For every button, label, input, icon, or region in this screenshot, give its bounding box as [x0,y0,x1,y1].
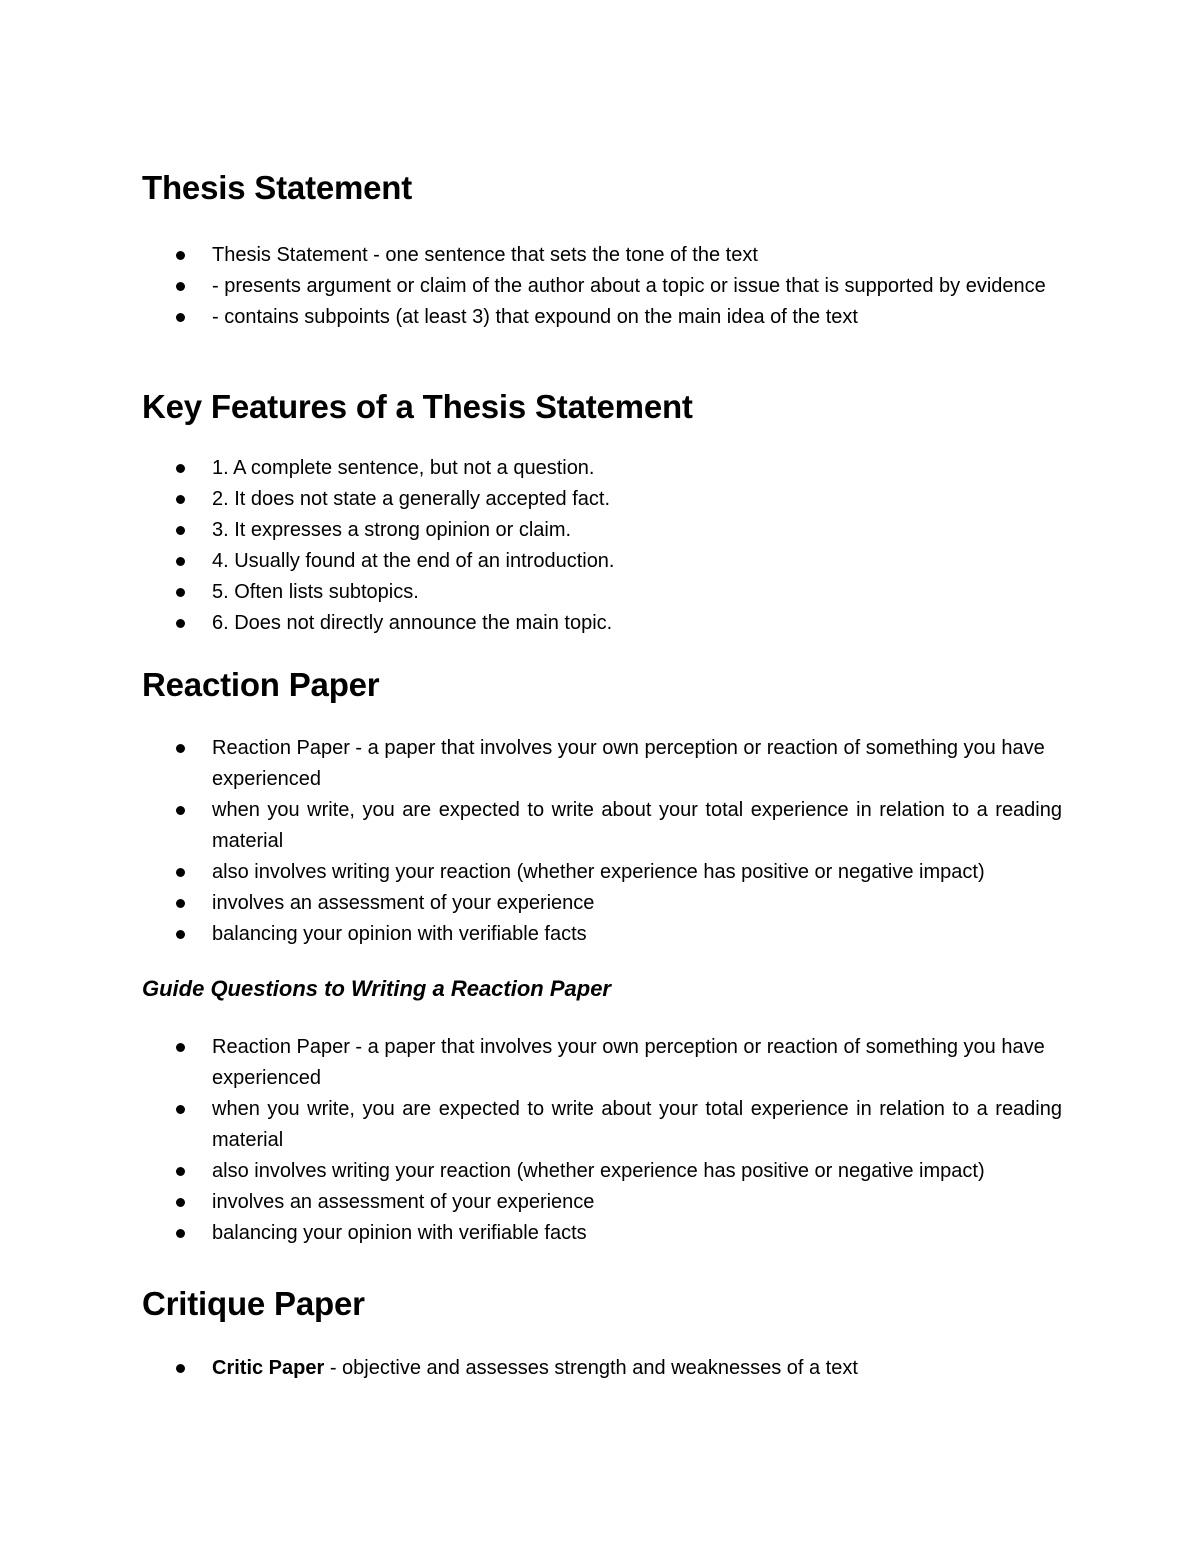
heading-thesis-statement: Thesis Statement [142,169,413,206]
bullet-icon [176,899,185,908]
list-item [0,919,1200,950]
list-item-text: 4. Usually found at the end of an introduction. [212,550,615,572]
heading-guide-questions: Guide Questions to Writing a Reaction Paper [142,976,611,1001]
term-critic-paper: Critic Paper [212,1357,325,1379]
list-item-text: balancing your opinion with verifiable facts [212,923,587,945]
list-item [0,546,1200,577]
bullet-icon [176,744,185,753]
list-item [0,577,1200,608]
bullet-icon [176,1229,185,1238]
bullet-icon [176,1043,185,1052]
list-item-text: 6. Does not directly announce the main topic. [212,612,613,634]
bullet-icon [176,313,185,322]
list-item [0,240,1200,271]
bullet-icon [176,806,185,815]
list-item [0,1032,1200,1094]
list-item-text: involves an assessment of your experience [212,1191,595,1213]
bullet-icon [176,1167,185,1176]
heading-key-features: Key Features of a Thesis Statement [142,388,693,425]
list-critique-paper [0,1353,1200,1384]
list-item-text: Thesis Statement - one sentence that sets the tone of the text [212,244,758,266]
list-item-text: involves an assessment of your experience [212,892,595,914]
list-item [0,888,1200,919]
bullet-icon [176,1198,185,1207]
list-item [0,453,1200,484]
list-item-text: 3. It expresses a strong opinion or claim. [212,519,572,541]
list-item-text: when you write, you are expected to write about your total experience in relation to a reading material [212,799,1062,852]
list-item-text: - contains subpoints (at least 3) that expound on the main idea of the text [212,306,858,328]
list-key-features [0,453,1200,639]
bullet-icon [176,495,185,504]
list-item-text: also involves writing your reaction (whether experience has positive or negative impact) [212,1160,985,1182]
bullet-icon [176,619,185,628]
list-item [0,1156,1200,1187]
list-guide-questions [0,1032,1200,1249]
list-thesis-statement [0,240,1200,333]
list-item-text: Reaction Paper - a paper that involves your own perception or reaction of something you have experienced [212,1036,1045,1089]
bullet-icon [176,526,185,535]
list-item [0,1353,1200,1384]
bullet-icon [176,557,185,566]
list-item-text: 2. It does not state a generally accepted fact. [212,488,611,510]
bullet-icon [176,1364,185,1373]
list-item [0,1094,1200,1156]
bullet-icon [176,464,185,473]
list-item-text: - presents argument or claim of the author about a topic or issue that is supported by evidence [212,275,1046,297]
list-item [0,733,1200,795]
list-item-text: 1. A complete sentence, but not a question. [212,457,595,479]
bullet-icon [176,588,185,597]
definition-text: - objective and assesses strength and weaknesses of a text [324,1357,858,1379]
bullet-icon [176,868,185,877]
bullet-icon [176,282,185,291]
list-item [0,857,1200,888]
list-item-text: balancing your opinion with verifiable facts [212,1222,587,1244]
list-item-text: 5. Often lists subtopics. [212,581,419,603]
list-reaction-paper [0,733,1200,950]
list-item [0,1187,1200,1218]
heading-critique-paper: Critique Paper [142,1285,365,1322]
bullet-icon [176,930,185,939]
list-item [0,795,1200,857]
heading-reaction-paper: Reaction Paper [142,666,380,703]
list-item-text: Reaction Paper - a paper that involves your own perception or reaction of something you have experienced [212,737,1045,790]
bullet-icon [176,1105,185,1114]
list-item [0,515,1200,546]
list-item [0,271,1200,302]
list-item [0,608,1200,639]
list-item-text: also involves writing your reaction (whether experience has positive or negative impact) [212,861,985,883]
list-item [0,484,1200,515]
list-item [0,1218,1200,1249]
list-item-text [212,1353,1062,1384]
list-item-text: when you write, you are expected to write about your total experience in relation to a reading material [212,1098,1062,1151]
bullet-icon [176,251,185,260]
list-item [0,302,1200,333]
